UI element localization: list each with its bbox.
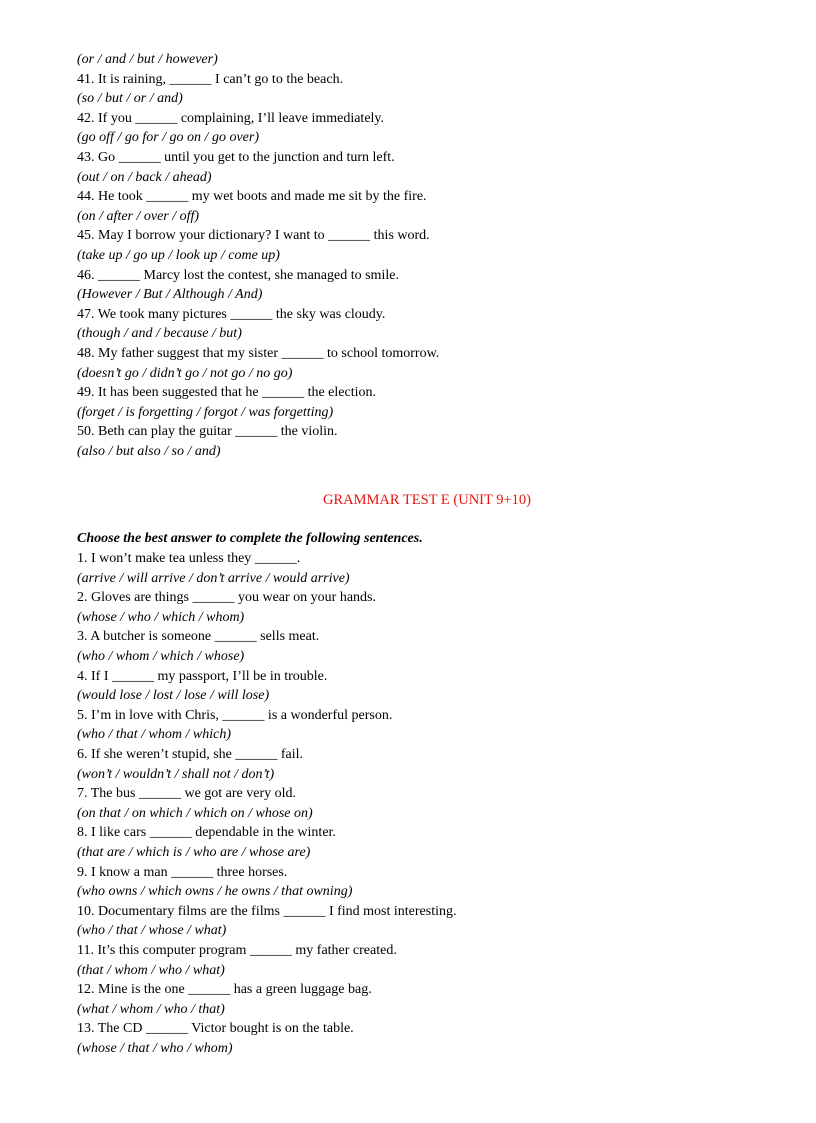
question-line: 1. I won’t make tea unless they ______. [77,551,301,567]
answer-options: (whose / that / who / whom) [77,1040,233,1056]
answer-options: (take up / go up / look up / come up) [77,247,280,263]
instruction-text: Choose the best answer to complete the following sentences. [77,531,423,547]
section-spacer [77,461,767,490]
answer-options: (whose / who / which / whom) [77,609,245,625]
answer-options: (though / and / because / but) [77,326,242,342]
document-page [77,50,767,1059]
answer-options: (or / and / but / however) [77,52,218,67]
answer-options: (on / after / over / off) [77,208,200,224]
question-line: 4. If I ______ my passport, I’ll be in trouble. [77,668,328,684]
question-line: 49. It has been suggested that he ______ the election. [77,385,376,401]
question-line: 47. We took many pictures ______ the sky was cloudy. [77,306,386,322]
answer-options: (out / on / back / ahead) [77,169,212,185]
answer-options: (doesn’t go / didn’t go / not go / no go) [77,365,293,381]
question-line: 50. Beth can play the guitar ______ the violin. [77,424,338,440]
answer-options: (so / but / or / and) [77,91,183,107]
answer-options: (who / that / whom / which) [77,727,231,743]
answer-options: (won’t / wouldn’t / shall not / don’t) [77,766,275,782]
question-line: 5. I’m in love with Chris, ______ is a wonderful person. [77,707,393,723]
question-line: 43. Go ______ until you get to the junction and turn left. [77,149,395,165]
question-line: 48. My father suggest that my sister ______ to school tomorrow. [77,345,440,361]
answer-options: (what / whom / who / that) [77,1001,225,1017]
question-line: 10. Documentary films are the films ______ I find most interesting. [77,903,457,919]
question-line: 11. It’s this computer program ______ my father created. [77,942,397,958]
answer-options: (also / but also / so / and) [77,443,221,459]
test-heading: GRAMMAR TEST E (UNIT 9+10) [323,492,531,509]
part2-question-list [77,549,767,1058]
question-line: 6. If she weren’t stupid, she ______ fail. [77,747,304,762]
answer-options: (forget / is forgetting / forgot / was forgetting) [77,404,334,420]
answer-options: (that / whom / who / what) [77,962,225,978]
part1-question-list [77,50,767,461]
question-line: 46. ______ Marcy lost the contest, she managed to smile. [77,267,399,283]
question-line: 44. He took ______ my wet boots and made me sit by the fire. [77,189,427,205]
answer-options: (go off / go for / go on / go over) [77,130,259,146]
question-line: 45. May I borrow your dictionary? I want to ______ this word. [77,228,430,244]
answer-options: (that are / which is / who are / whose are) [77,844,311,860]
answer-options: (arrive / will arrive / don’t arrive / would arrive) [77,570,350,586]
question-line: 42. If you ______ complaining, I’ll leave immediately. [77,110,385,126]
answer-options: (who owns / which owns / he owns / that owning) [77,884,353,900]
question-line: 3. A butcher is someone ______ sells meat. [77,629,320,645]
answer-options: (who / whom / which / whose) [77,649,245,665]
question-line: 7. The bus ______ we got are very old. [77,786,297,802]
question-line: 41. It is raining, ______ I can’t go to the beach. [77,71,344,87]
question-line: 9. I know a man ______ three horses. [77,864,288,880]
answer-options: (However / But / Although / And) [77,287,263,303]
heading-spacer [77,510,767,529]
answer-options: (who / that / whose / what) [77,923,227,939]
question-line: 2. Gloves are things ______ you wear on your hands. [77,590,377,606]
question-line: 13. The CD ______ Victor bought is on the table. [77,1021,354,1037]
answer-options: (would lose / lost / lose / will lose) [77,688,270,704]
answer-options: (on that / on which / which on / whose on) [77,805,313,821]
question-line: 12. Mine is the one ______ has a green luggage bag. [77,982,372,998]
question-line: 8. I like cars ______ dependable in the winter. [77,825,336,841]
